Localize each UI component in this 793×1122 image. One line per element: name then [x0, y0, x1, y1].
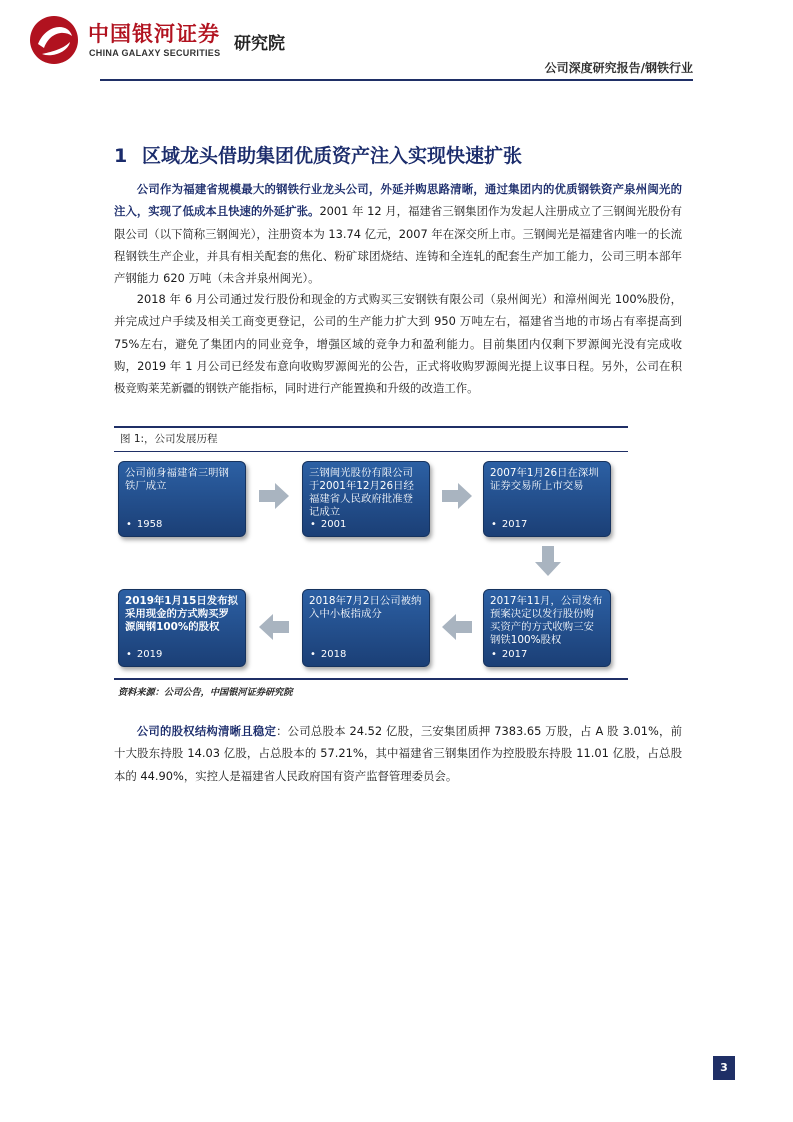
figure-source: 资料来源：公司公告，中国银河证券研究院: [118, 687, 293, 698]
timeline-event-text: 2007年1月26日在深圳证券交易所上市交易: [490, 467, 599, 492]
header-divider: [100, 79, 693, 81]
arrow-left-icon: [259, 614, 289, 640]
paragraph-1: [114, 178, 682, 289]
brand-name-cn: 中国银河证券: [88, 22, 220, 46]
page-number: 3: [713, 1056, 735, 1080]
timeline-event-year: • 2017: [491, 648, 527, 661]
timeline-event-year: • 2001: [310, 518, 346, 531]
timeline-box-listing: [483, 461, 611, 537]
timeline-event-year: • 1958: [126, 518, 162, 531]
section-heading: [114, 141, 522, 168]
paragraph-1-body: 2001 年 12 月，福建省三钢集团作为发起人注册成立了三钢闽光股份有限公司（以下简称三钢闽光），注册资本为 13.74 亿元，2007 年在深交所上市。三钢闽光是福建省内唯一的长流程钢铁生产企业，并具有相关配套的焦化、粉矿球团烧结、连铸和全连轧的配套生产加工能力，公司三明本部年产钢能力 620 万吨（未含并泉州闽光）。: [114, 204, 682, 286]
section-number: 1: [114, 145, 128, 167]
paragraph-2: 2018 年 6 月公司通过发行股份和现金的方式购买三安钢铁有限公司（泉州闽光）和漳州闽光 100%股份，并完成过户手续及相关工商变更登记，公司的生产能力扩大到 950 万吨左右，福建省当地的市场占有率提高到 75%左右，避免了集团内的同业竞争，增强区域的竞争力和盈利能力。目前集团内仅剩下罗源闽光没有完成收购，2019 年 1 月公司已经发布意向收购罗源闽光的公告，正式将收购罗源闽光提上议事日程。另外，公司在积极竞购莱芜新疆的钢铁产能指标，同时进行产能置换和升级的改造工作。: [114, 292, 682, 396]
figure-top-rule: [114, 426, 628, 428]
arrow-down-icon: [535, 546, 561, 576]
timeline-box-2018: [302, 589, 430, 667]
arrow-right-icon: [259, 483, 289, 509]
paragraph-1-lead: 公司作为福建省规模最大的钢铁行业龙头公司，外延并购思路清晰，通过集团内的优质钢铁资产泉州闽光的注入，实现了低成本且快速的外延扩张。: [114, 182, 682, 219]
timeline-event-year: • 2018: [310, 648, 346, 661]
page-header: [0, 0, 793, 82]
paragraph-3-body: ：公司总股本 24.52 亿股，三安集团质押 7383.65 万股，占 A 股 3.01%，前十大股东持股 14.03 亿股，占总股本的 57.21%，其中福建省三钢集团作为控股股东持股 11.01 亿股，占总股本的 44.90%，实控人是福建省人民政府国有资产监督管理委员会。: [114, 724, 682, 783]
paragraph-3: [114, 720, 682, 787]
timeline-box-2019: [118, 589, 246, 667]
arrow-right-icon: [442, 483, 472, 509]
brand-institute: 研究院: [234, 34, 285, 54]
report-label: 公司深度研究报告/钢铁行业: [544, 61, 693, 75]
timeline-event-text: 公司前身福建省三明钢铁厂成立: [125, 467, 229, 492]
timeline-event-text: 2018年7月2日公司被纳入中小板指成分: [309, 595, 422, 620]
brand-name-en: CHINA GALAXY SECURITIES: [89, 48, 221, 58]
arrow-left-icon: [442, 614, 472, 640]
figure-caption: 图 1:，公司发展历程: [120, 433, 218, 445]
timeline-box-1958: [118, 461, 246, 537]
timeline-event-text: 2017年11月，公司发布预案决定以发行股份购买资产的方式收购三安钢铁100%股权: [490, 595, 603, 646]
timeline-event-year: • 2019: [126, 648, 162, 661]
paragraph-3-lead: 公司的股权结构清晰且稳定: [136, 724, 277, 738]
figure-caption-rule: [114, 451, 628, 452]
section-title: 区域龙头借助集团优质资产注入实现快速扩张: [142, 145, 523, 167]
timeline-event-text: 2019年1月15日发布拟采用现金的方式购买罗源闽钢100%的股权: [125, 595, 238, 633]
timeline-event-year: • 2017: [491, 518, 527, 531]
galaxy-logo-icon: [28, 14, 80, 66]
figure-bottom-rule: [114, 678, 628, 680]
timeline-event-text: 三钢闽光股份有限公司于2001年12月26日经福建省人民政府批准登记成立: [309, 467, 414, 518]
timeline-box-2017: [483, 589, 611, 667]
timeline-box-2001: [302, 461, 430, 537]
